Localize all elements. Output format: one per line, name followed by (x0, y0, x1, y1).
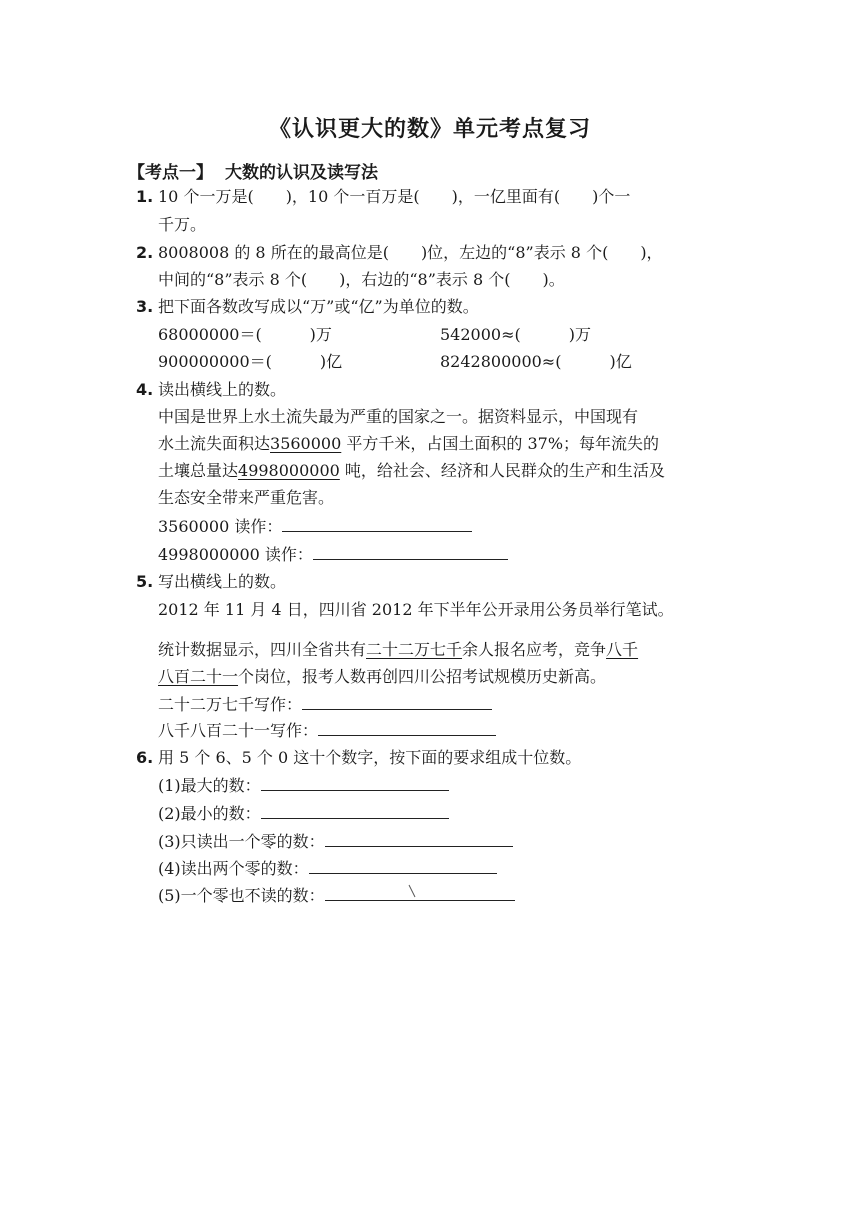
q5-passage-line2 (158, 639, 638, 661)
answer-line[interactable] (318, 719, 496, 736)
q6-sub-1-label: (1)最大的数： (158, 776, 261, 795)
q4-passage-line1: 中国是世界上水土流失最为严重的国家之一。据资料显示，中国现有 (158, 407, 639, 426)
answer-line[interactable] (261, 774, 449, 791)
q4-read-1 (158, 515, 472, 538)
q6-sub-3-label: (3)只读出一个零的数： (158, 832, 325, 851)
q6-sub-5-label: (5)一个零也不读的数： (158, 886, 325, 905)
answer-line[interactable] (261, 802, 449, 819)
q4-underlined-number-2: 4998000000 (238, 461, 340, 480)
q4-number: 4. (136, 380, 154, 399)
q5-write-1-label: 二十二万七千写作： (158, 695, 303, 714)
q4-passage-line2 (158, 433, 659, 455)
q5-passage-line1: 2012 年 11 月 4 日，四川省 2012 年下半年公开录用公务员举行笔试。 (158, 600, 674, 619)
answer-line[interactable] (282, 515, 472, 532)
q4-p3-start: 土壤总量达 (158, 461, 239, 480)
section-heading (128, 158, 378, 183)
q3-item-c: 900000000＝( )亿 (158, 352, 343, 371)
q5-passage-line3 (158, 666, 606, 688)
q4-read-2 (158, 543, 508, 566)
q6-sub-4 (158, 857, 497, 880)
q1-number: 1. (136, 187, 154, 206)
q3-number: 3. (136, 297, 154, 316)
q3-item-b: 542000≈( )万 (440, 325, 591, 344)
q4-p2-end: 平方千米，占国土面积的 37%；每年流失的 (341, 434, 660, 453)
q6-sub-4-label: (4)读出两个零的数： (158, 859, 309, 878)
q5-line1: 写出横线上的数。 (158, 572, 287, 591)
q4-p2-start: 水土流失面积达 (158, 434, 271, 453)
q1-line2: 千万。 (158, 215, 207, 234)
q4-read-2-label: 4998000000 读作： (158, 545, 313, 564)
answer-line[interactable] (313, 543, 508, 560)
page-title: 《认识更大的数》单元考点复习 (268, 117, 591, 142)
q3-item-a: 68000000＝( )万 (158, 325, 332, 344)
answer-line[interactable] (309, 857, 497, 874)
q2-number: 2. (136, 243, 154, 262)
q5-write-1 (158, 693, 492, 716)
section-bracket: 【考点一】 (128, 163, 213, 183)
q4-read-1-label: 3560000 读作： (158, 517, 283, 536)
q3-line1: 把下面各数改写成以“万”或“亿”为单位的数。 (158, 297, 479, 316)
q6-number: 6. (136, 748, 154, 767)
answer-line[interactable] (325, 884, 515, 901)
q5-p2-mid: 余人报名应考，竞争 (462, 640, 607, 659)
q5-underlined-number-2b: 八百二十一 (158, 667, 239, 686)
stray-pen-mark (408, 884, 416, 898)
q6-sub-1 (158, 774, 449, 797)
q5-underlined-number-2a: 八千 (606, 640, 639, 659)
q2-line2: 中间的“8”表示 8 个( )，右边的“8”表示 8 个( )。 (158, 270, 565, 289)
q5-write-2 (158, 719, 496, 742)
answer-line[interactable] (302, 693, 492, 710)
q6-line1: 用 5 个 6、5 个 0 这十个数字，按下面的要求组成十位数。 (158, 748, 582, 767)
answer-line[interactable] (325, 830, 513, 847)
section-title: 大数的认识及读写法 (225, 163, 378, 183)
q5-underlined-number-1: 二十二万七千 (366, 640, 463, 659)
q6-sub-2-label: (2)最小的数： (158, 804, 261, 823)
q6-sub-3 (158, 830, 513, 853)
q5-number: 5. (136, 572, 154, 591)
q4-passage-line3 (158, 460, 665, 482)
q4-passage-line4: 生态安全带来严重危害。 (158, 488, 335, 507)
q5-write-2-label: 八千八百二十一写作： (158, 721, 319, 740)
q4-underlined-number-1: 3560000 (270, 434, 342, 453)
q6-sub-2 (158, 802, 449, 825)
q3-item-d: 8242800000≈( )亿 (440, 352, 632, 371)
q1-line1: 10 个一万是( )，10 个一百万是( )，一亿里面有( )个一 (158, 187, 631, 206)
q4-line1: 读出横线上的数。 (158, 380, 287, 399)
q4-p3-end: 吨，给社会、经济和人民群众的生产和生活及 (339, 461, 665, 480)
q2-line1: 8008008 的 8 所在的最高位是( )位，左边的“8”表示 8 个( )， (158, 243, 663, 262)
q5-p3-end: 个岗位，报考人数再创四川公招考试规模历史新高。 (238, 667, 607, 686)
q5-p2-start: 统计数据显示，四川全省共有 (158, 640, 367, 659)
q6-sub-5 (158, 884, 515, 907)
